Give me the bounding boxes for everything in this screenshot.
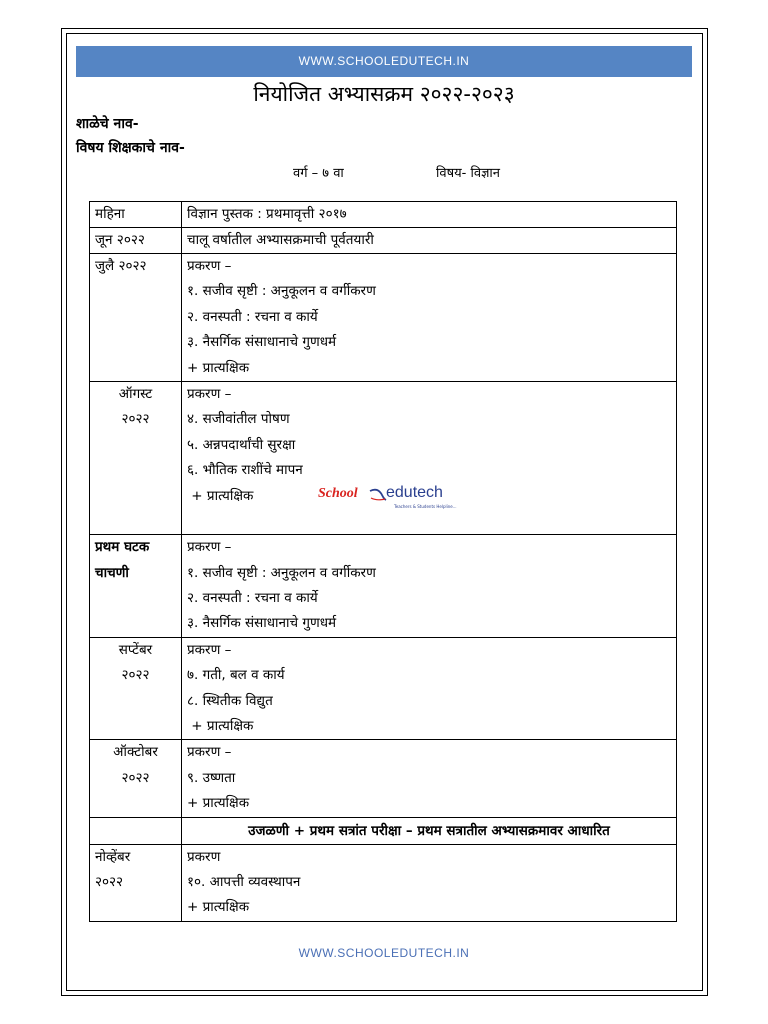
month-cell	[90, 740, 182, 817]
content-line: + प्रात्यक्षिक	[187, 359, 250, 376]
content-line: प्रकरण –	[187, 744, 232, 761]
month-label: चाचणी	[95, 564, 129, 581]
month-label: ऑक्टोबर	[113, 744, 158, 761]
table-row-october	[90, 740, 677, 817]
table-row-first-term-exam	[90, 817, 677, 844]
content-line: ८. स्थितीक विद्युत	[187, 692, 273, 709]
content-line: ७. गती, बल व कार्य	[187, 667, 285, 684]
content-line: ५. अन्नपदार्थांची सुरक्षा	[187, 436, 296, 453]
table-row-july	[90, 254, 677, 382]
teacher-name-label: विषय शिक्षकाचे नाव-	[76, 140, 185, 156]
content-line: प्रकरण –	[187, 258, 232, 274]
empty-month-cell	[90, 817, 182, 844]
content-line: चालू वर्षातील अभ्यासक्रमाची पूर्वतयारी	[187, 232, 374, 248]
month-cell	[90, 535, 182, 638]
month-label: सप्टेंबर	[118, 641, 153, 658]
content-line: प्रकरण –	[187, 385, 232, 402]
month-header: महिना	[95, 206, 125, 222]
month-cell	[90, 637, 182, 740]
month-header-cell	[90, 202, 182, 228]
month-label: जून २०२२	[95, 232, 145, 248]
month-cell	[90, 381, 182, 534]
content-line: प्रकरण –	[187, 539, 232, 556]
month-cell	[90, 254, 182, 382]
month-label: जुलै २०२२	[95, 258, 147, 274]
content-line: प्रकरण –	[187, 641, 232, 658]
content-line: + प्रात्यक्षिक	[187, 718, 254, 735]
website-banner[interactable]: WWW.SCHOOLEDUTECH.IN	[76, 46, 692, 77]
swoosh-icon	[369, 488, 387, 502]
subject-info: विषय- विज्ञान	[436, 166, 500, 181]
content-line: ६. भौतिक राशींचे मापन	[187, 462, 303, 479]
table-row-june	[90, 228, 677, 254]
content-line: ९. उष्णता	[187, 769, 236, 786]
logo-tagline: Teachers & Students Helpline...	[394, 504, 457, 509]
content-header-cell	[182, 202, 677, 228]
page-title: नियोजित अभ्यासक्रम २०२२-२०२३	[253, 82, 515, 106]
content-line: ४. सजीवांतील पोषण	[187, 411, 290, 428]
content-cell	[182, 740, 677, 817]
content-line: + प्रात्यक्षिक	[187, 487, 254, 504]
month-label: ऑगस्ट	[118, 385, 153, 402]
content-line: + प्रात्यक्षिक	[187, 899, 250, 916]
content-cell	[182, 637, 677, 740]
content-line: १. सजीव सृष्टी : अनुकूलन व वर्गीकरण	[187, 283, 376, 300]
month-year: २०२२	[121, 769, 150, 786]
content-line: + प्रात्यक्षिक	[187, 795, 250, 812]
exam-cell: उजळणी + प्रथम सत्रांत परीक्षा – प्रथम सत्रातील अभ्यासक्रमावर आधारित	[182, 817, 677, 844]
logo-text-edutech: edutech	[386, 484, 443, 501]
table-header-row	[90, 202, 677, 228]
content-cell	[182, 254, 677, 382]
content-line: ३. नैसर्गिक संसाधानाचे गुणधर्म	[187, 615, 337, 632]
table-row-september	[90, 637, 677, 740]
content-header: विज्ञान पुस्तक : प्रथमावृत्ती २०१७	[187, 206, 347, 222]
class-info: वर्ग – ७ वा	[293, 166, 344, 181]
month-year: २०२२	[121, 667, 150, 684]
month-cell	[90, 228, 182, 254]
table-row-november	[90, 844, 677, 921]
month-cell	[90, 844, 182, 921]
content-cell	[182, 535, 677, 638]
month-year: २०२२	[121, 411, 150, 428]
syllabus-table	[89, 201, 677, 922]
content-line: प्रकरण	[187, 848, 221, 865]
content-cell	[182, 844, 677, 921]
schooledutech-logo	[318, 485, 458, 515]
content-line: २. वनस्पती : रचना व कार्ये	[187, 590, 318, 607]
month-year: २०२२	[95, 873, 124, 890]
month-label: नोव्हेंबर	[95, 848, 131, 865]
month-label: प्रथम घटक	[95, 539, 150, 556]
content-line: ३. नैसर्गिक संसाधानाचे गुणधर्म	[187, 334, 337, 351]
table-row-first-unit-test	[90, 535, 677, 638]
footer-website-link[interactable]: WWW.SCHOOLEDUTECH.IN	[298, 946, 470, 960]
school-name-label: शाळेचे नाव-	[76, 116, 139, 132]
content-cell	[182, 228, 677, 254]
logo-text-school: School	[318, 486, 358, 501]
content-line: २. वनस्पती : रचना व कार्ये	[187, 308, 318, 325]
content-line: १०. आपत्ती व्यवस्थापन	[187, 873, 301, 890]
content-line: १. सजीव सृष्टी : अनुकूलन व वर्गीकरण	[187, 564, 376, 581]
